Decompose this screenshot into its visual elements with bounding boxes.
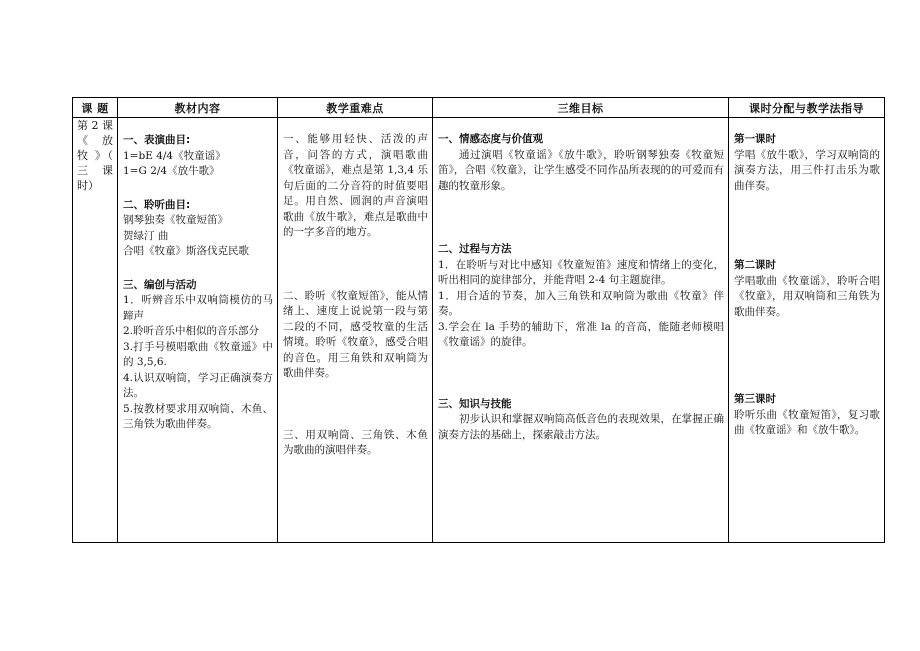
topic-cell bbox=[73, 118, 118, 543]
create-line: 5.按教材要求用双响筒、木鱼、三角铁为歌曲伴奏。 bbox=[123, 402, 273, 430]
emotion-text: 通过演唱《牧童谣》《放牛歌》，聆听钢琴独奏《牧童短笛》，合唱《牧童》，让学生感受不同作品所表现的的可爱而有趣的牧童形象。 bbox=[438, 148, 724, 192]
keypoint-2: 二、聆听《牧童短笛》，能从情绪上、速度上说说第一段与第二段的不同，感受牧童的生活情境。聆听《牧童》，感受合唱的音色。用三角铁和双响筒为歌曲伴奏。 bbox=[283, 289, 428, 379]
keypoint-3: 三、用双响筒、三角铁、木鱼为歌曲的演唱伴奏。 bbox=[283, 428, 428, 456]
process-line: 1．在聆听与对比中感知《牧童短笛》速度和情绪上的变化，听出相同的旋律部分，并能背唱 2-4 句主题旋律。 bbox=[438, 258, 724, 286]
period-text: 学唱《放牛歌》，学习双响筒的演奏方法，用三件打击乐为歌曲伴奏。 bbox=[734, 148, 880, 192]
perform-line: 1=G 2/4《放牛歌》 bbox=[123, 165, 220, 177]
process-line: 1．用合适的节奏，加入三角铁和双响筒为歌曲《牧童》伴奏。 bbox=[438, 289, 724, 317]
emotion-title: 一、情感态度与价值观 bbox=[438, 133, 543, 145]
period-text: 聆听乐曲《牧童短笛》，复习歌曲《牧童谣》和《放牛歌》。 bbox=[734, 408, 880, 436]
create-line: 2.聆听音乐中相似的音乐部分 bbox=[123, 325, 260, 337]
create-line: 3.打手号模唱歌曲《牧童遥》中的 3,5,6. bbox=[123, 340, 273, 368]
header-content: 教材内容 bbox=[118, 98, 278, 118]
create-line: 4.认识双响筒，学习正确演奏方法。 bbox=[123, 371, 273, 399]
header-keypoints: 教学重难点 bbox=[278, 98, 433, 118]
period-title: 第二课时 bbox=[734, 259, 776, 271]
header-periods: 课时分配与教学法指导 bbox=[729, 98, 885, 118]
create-title: 三、编创与活动 bbox=[123, 278, 197, 291]
listen-line: 钢琴独奏《牧童短笛》 bbox=[123, 214, 228, 226]
header-topic: 课 题 bbox=[73, 98, 118, 118]
listen-line: 贺绿汀 曲 bbox=[123, 229, 169, 242]
topic-text: 第 2 课《 放 牧 》（ 三 课时） bbox=[77, 119, 113, 192]
listen-line: 合唱《牧童》斯洛伐克民歌 bbox=[123, 245, 249, 257]
perform-title: 一、表演曲目: bbox=[123, 134, 191, 146]
create-line: 1．听辨音乐中双响筒模仿的马蹄声 bbox=[123, 294, 273, 322]
process-line: 3.学会在 la 手势的辅助下，常准 la 的音高，能随老师模唱《牧童谣》的旋律。 bbox=[438, 320, 724, 348]
knowledge-text: 初步认识和掌握双响筒高低音色的表现效果，在掌握正确演奏方法的基础上，探索敲击方法。 bbox=[438, 413, 724, 441]
period-title: 第三课时 bbox=[734, 393, 776, 405]
lesson-plan-table bbox=[72, 97, 885, 543]
keypoint-1: 一、能够用轻快、活泼的声音，问答的方式，演唱歌曲《牧童谣》，难点是第 1,3,4 乐句后面的二分音符的时值要唱足。用自然、圆润的声音演唱歌曲《放牛歌》，难点是歌曲中的一字多音的地方。 bbox=[283, 133, 428, 238]
header-objectives: 三维目标 bbox=[433, 98, 729, 118]
process-title: 二、过程与方法 bbox=[438, 243, 512, 255]
perform-line: 1=bE 4/4《牧童谣》 bbox=[123, 149, 226, 162]
period-text: 学唱歌曲《牧童谣》，聆听合唱《牧童》，用双响筒和三角铁为歌曲伴奏。 bbox=[734, 274, 880, 318]
listen-title: 二、聆听曲目: bbox=[123, 198, 191, 211]
table-row bbox=[73, 118, 885, 543]
knowledge-title: 三、知识与技能 bbox=[438, 397, 512, 410]
period-title: 第一课时 bbox=[734, 133, 776, 145]
content-cell bbox=[118, 118, 278, 543]
keypoints-cell bbox=[278, 118, 433, 543]
periods-cell bbox=[729, 118, 885, 543]
table-header-row bbox=[73, 98, 885, 118]
objectives-cell bbox=[433, 118, 729, 543]
